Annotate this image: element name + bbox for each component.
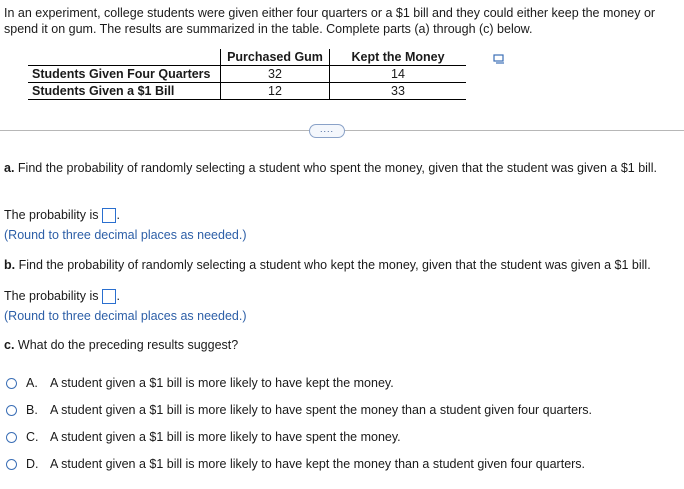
table-header-gum: Purchased Gum [221, 49, 330, 66]
part-b-answer-line [4, 287, 120, 305]
part-a-question [4, 160, 680, 176]
cell-kept: 14 [330, 66, 467, 83]
table-header-kept: Kept the Money [330, 49, 467, 66]
problem-intro: In an experiment, college students were given either four quarters or a $1 bill and they could either keep the money or spend it on gum. The results are summarized in the table. Complete parts (a) through (c) below. [4, 6, 656, 36]
part-b-hint: (Round to three decimal places as needed.) [4, 309, 247, 323]
cell-gum: 12 [221, 83, 330, 100]
option-c-radio[interactable] [6, 432, 17, 443]
part-a-answer-input[interactable] [102, 208, 116, 223]
row-label: Students Given Four Quarters [28, 66, 221, 83]
part-a-label: a. [4, 161, 15, 175]
cell-kept: 33 [330, 83, 467, 100]
part-b-answer-prefix: The probability is [4, 289, 99, 303]
table-row [28, 83, 466, 100]
option-b-radio[interactable] [6, 405, 17, 416]
expand-more-button[interactable] [309, 124, 345, 138]
table-header-blank [28, 49, 221, 66]
part-b-answer-input[interactable] [102, 289, 116, 304]
option-b[interactable] [6, 401, 592, 419]
period: . [116, 289, 120, 303]
option-b-text: A student given a $1 bill is more likely to have spent the money than a student given four quarters. [50, 403, 592, 417]
part-c-question [4, 337, 680, 353]
option-c-text: A student given a $1 bill is more likely to have spent the money. [50, 430, 401, 444]
part-a-hint: (Round to three decimal places as needed.) [4, 228, 247, 242]
part-c-label: c. [4, 338, 15, 352]
option-c-letter: C. [26, 430, 39, 444]
more-dots: .... [319, 124, 334, 134]
part-a-answer-prefix: The probability is [4, 208, 99, 222]
table-header-row [28, 49, 466, 66]
option-a-radio[interactable] [6, 378, 17, 389]
row-label: Students Given a $1 Bill [28, 83, 221, 100]
option-d[interactable] [6, 455, 585, 473]
part-a-text: Find the probability of randomly selecting a student who spent the money, given that the student was given a $1 bill. [17, 161, 657, 175]
part-c-text: What do the preceding results suggest? [17, 338, 239, 352]
option-d-text: A student given a $1 bill is more likely to have kept the money than a student given four quarters. [50, 457, 586, 471]
part-b-label: b. [4, 258, 16, 272]
option-d-radio[interactable] [6, 459, 17, 470]
part-a-answer-line [4, 206, 120, 224]
option-b-letter: B. [26, 403, 38, 417]
option-a-letter: A. [26, 376, 38, 390]
data-table [28, 49, 466, 100]
copy-table-icon[interactable] [493, 53, 505, 63]
option-c[interactable] [6, 428, 401, 446]
part-b-question [4, 257, 680, 273]
cell-gum: 32 [221, 66, 330, 83]
period: . [116, 208, 120, 222]
table-row [28, 66, 466, 83]
option-a[interactable] [6, 374, 394, 392]
option-a-text: A student given a $1 bill is more likely to have kept the money. [50, 376, 394, 390]
part-b-text: Find the probability of randomly selecting a student who kept the money, given that the student was given a $1 bill. [18, 258, 651, 272]
option-d-letter: D. [26, 457, 39, 471]
